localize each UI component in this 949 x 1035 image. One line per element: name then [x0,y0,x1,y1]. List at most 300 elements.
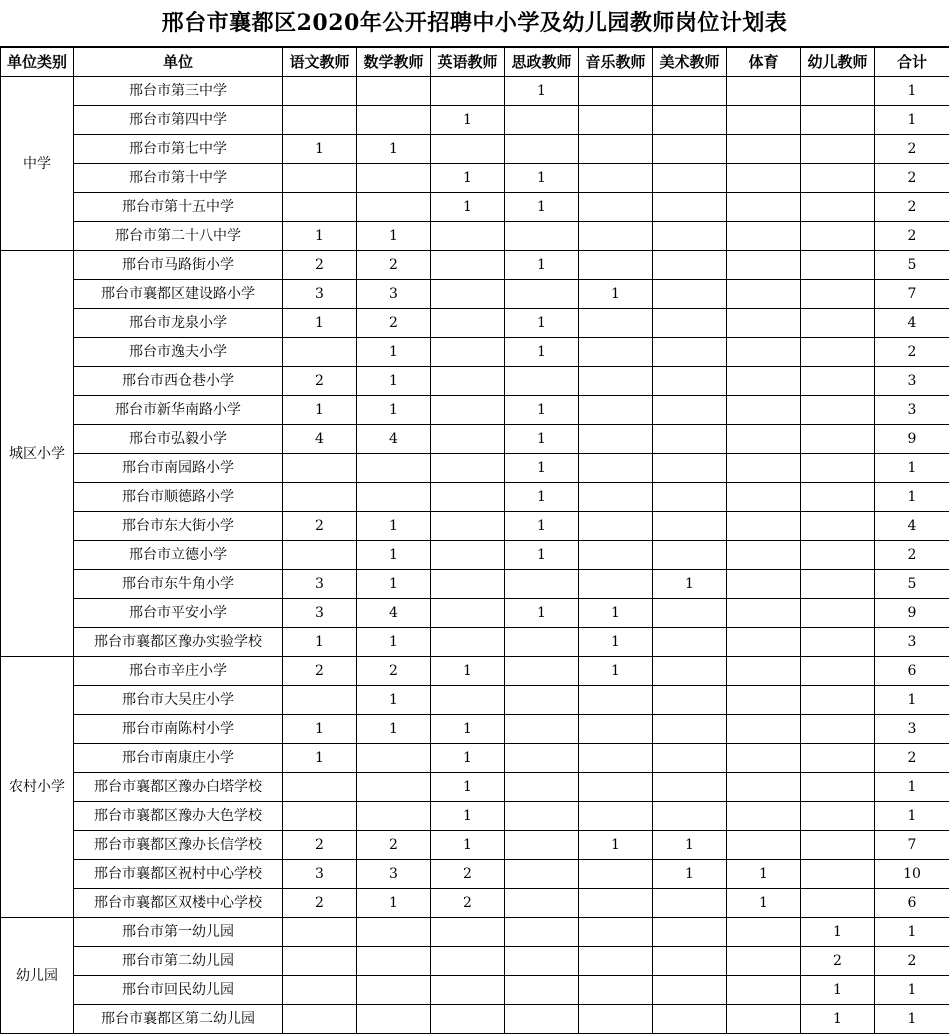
total-cell: 1 [875,802,949,831]
count-cell [357,802,431,831]
table-row [1,831,949,860]
count-cell [727,106,801,135]
total-cell: 5 [875,251,949,280]
total-cell: 10 [875,860,949,889]
unit-cell: 邢台市南康庄小学 [74,744,283,773]
total-cell: 3 [875,367,949,396]
count-cell: 1 [579,599,653,628]
count-cell [801,744,875,773]
count-cell [653,106,727,135]
count-cell [579,135,653,164]
count-cell [431,541,505,570]
header-cell: 合计 [875,48,949,77]
unit-cell: 邢台市第十中学 [74,164,283,193]
count-cell: 1 [727,860,801,889]
count-cell [505,773,579,802]
count-cell: 4 [357,425,431,454]
count-cell: 3 [283,280,357,309]
unit-cell: 邢台市立德小学 [74,541,283,570]
count-cell [727,425,801,454]
table-row [1,802,949,831]
count-cell [653,367,727,396]
count-cell [431,396,505,425]
total-cell: 1 [875,686,949,715]
count-cell [801,628,875,657]
table-row [1,889,949,918]
count-cell: 1 [431,106,505,135]
header-cell: 数学教师 [357,48,431,77]
unit-cell: 邢台市南陈村小学 [74,715,283,744]
unit-cell: 邢台市大吴庄小学 [74,686,283,715]
table-row [1,628,949,657]
count-cell: 1 [505,309,579,338]
count-cell [801,889,875,918]
count-cell [801,686,875,715]
count-cell [653,744,727,773]
unit-cell: 邢台市第二十八中学 [74,222,283,251]
count-cell: 1 [801,1005,875,1034]
count-cell: 1 [357,541,431,570]
count-cell [505,918,579,947]
count-cell [801,367,875,396]
count-cell [801,599,875,628]
count-cell: 2 [283,512,357,541]
total-cell: 9 [875,425,949,454]
count-cell: 1 [801,918,875,947]
total-cell: 1 [875,918,949,947]
count-cell: 1 [505,338,579,367]
count-cell: 1 [431,657,505,686]
count-cell: 1 [505,454,579,483]
count-cell: 2 [357,309,431,338]
count-cell [727,831,801,860]
count-cell [727,367,801,396]
count-cell [283,976,357,1005]
count-cell [357,454,431,483]
total-cell: 2 [875,222,949,251]
count-cell: 1 [283,628,357,657]
count-cell [283,338,357,367]
count-cell: 1 [579,657,653,686]
total-cell: 7 [875,831,949,860]
unit-cell: 邢台市东大街小学 [74,512,283,541]
total-cell: 1 [875,483,949,512]
count-cell [653,802,727,831]
count-cell: 1 [579,628,653,657]
category-cell: 农村小学 [1,657,74,918]
count-cell [357,918,431,947]
count-cell: 1 [505,483,579,512]
count-cell [801,251,875,280]
count-cell [801,396,875,425]
count-cell [653,396,727,425]
unit-cell: 邢台市马路街小学 [74,251,283,280]
total-cell: 5 [875,570,949,599]
count-cell [579,686,653,715]
count-cell [579,396,653,425]
count-cell [727,628,801,657]
count-cell: 2 [357,251,431,280]
count-cell [727,570,801,599]
unit-cell: 邢台市第四中学 [74,106,283,135]
total-cell: 1 [875,773,949,802]
count-cell [505,947,579,976]
count-cell [579,715,653,744]
count-cell: 1 [579,831,653,860]
table-row [1,976,949,1005]
table-row [1,396,949,425]
header-cell: 美术教师 [653,48,727,77]
total-cell: 1 [875,976,949,1005]
count-cell [727,222,801,251]
count-cell: 2 [283,831,357,860]
header-cell: 体育 [727,48,801,77]
count-cell: 1 [283,135,357,164]
header-cell: 单位类别 [1,48,74,77]
count-cell [727,454,801,483]
unit-cell: 邢台市第一幼儿园 [74,918,283,947]
count-cell [505,744,579,773]
count-cell [505,976,579,1005]
table-row [1,280,949,309]
count-cell [505,831,579,860]
count-cell [727,947,801,976]
count-cell [431,222,505,251]
count-cell [727,541,801,570]
count-cell [579,976,653,1005]
count-cell [727,715,801,744]
count-cell [579,570,653,599]
count-cell: 2 [283,657,357,686]
count-cell [727,773,801,802]
total-cell: 1 [875,77,949,106]
count-cell [653,686,727,715]
count-cell [653,425,727,454]
count-cell [357,773,431,802]
count-cell [727,744,801,773]
count-cell [801,773,875,802]
header-cell: 音乐教师 [579,48,653,77]
count-cell [283,106,357,135]
total-cell: 6 [875,657,949,686]
count-cell [283,1005,357,1034]
count-cell [357,77,431,106]
count-cell [727,338,801,367]
count-cell [801,338,875,367]
count-cell [653,251,727,280]
count-cell [431,947,505,976]
count-cell [653,135,727,164]
table-row [1,570,949,599]
count-cell [653,918,727,947]
unit-cell: 邢台市辛庄小学 [74,657,283,686]
count-cell [727,135,801,164]
total-cell: 2 [875,164,949,193]
count-cell: 4 [283,425,357,454]
count-cell [801,222,875,251]
count-cell [727,396,801,425]
count-cell [579,309,653,338]
count-cell [283,483,357,512]
unit-cell: 邢台市襄都区祝村中心学校 [74,860,283,889]
count-cell: 2 [431,889,505,918]
count-cell [727,193,801,222]
count-cell [283,193,357,222]
total-cell: 2 [875,193,949,222]
total-cell: 9 [875,599,949,628]
count-cell [727,657,801,686]
table-row [1,309,949,338]
table-row [1,918,949,947]
count-cell: 1 [653,860,727,889]
count-cell [653,483,727,512]
count-cell [431,918,505,947]
count-cell [801,454,875,483]
count-cell [357,193,431,222]
unit-cell: 邢台市平安小学 [74,599,283,628]
total-cell: 1 [875,454,949,483]
count-cell [653,77,727,106]
unit-cell: 邢台市第二幼儿园 [74,947,283,976]
count-cell [431,686,505,715]
unit-cell: 邢台市襄都区第二幼儿园 [74,1005,283,1034]
count-cell [505,106,579,135]
count-cell [801,860,875,889]
count-cell [283,541,357,570]
table-row [1,744,949,773]
count-cell [579,193,653,222]
count-cell: 3 [357,280,431,309]
header-cell: 思政教师 [505,48,579,77]
count-cell [653,657,727,686]
count-cell: 1 [357,367,431,396]
table-body [1,77,949,1034]
total-cell: 3 [875,715,949,744]
count-cell: 1 [505,164,579,193]
count-cell: 1 [357,889,431,918]
count-cell [727,280,801,309]
count-cell: 1 [357,715,431,744]
count-cell [653,599,727,628]
count-cell: 1 [505,77,579,106]
table-row [1,773,949,802]
count-cell [357,164,431,193]
unit-cell: 邢台市新华南路小学 [74,396,283,425]
table-row [1,541,949,570]
count-cell [357,483,431,512]
count-cell [579,918,653,947]
count-cell: 1 [505,396,579,425]
count-cell [727,686,801,715]
unit-cell: 邢台市襄都区建设路小学 [74,280,283,309]
unit-cell: 邢台市逸夫小学 [74,338,283,367]
total-cell: 2 [875,947,949,976]
total-cell: 3 [875,396,949,425]
count-cell [579,454,653,483]
table-row [1,715,949,744]
count-cell [801,106,875,135]
recruitment-table [0,47,949,1034]
count-cell [431,367,505,396]
count-cell [505,570,579,599]
count-cell [653,280,727,309]
count-cell [653,715,727,744]
count-cell [431,280,505,309]
count-cell: 2 [357,657,431,686]
count-cell [653,512,727,541]
total-cell: 2 [875,338,949,367]
unit-cell: 邢台市回民幼儿园 [74,976,283,1005]
count-cell [505,135,579,164]
count-cell [653,947,727,976]
table-row [1,367,949,396]
table-row [1,686,949,715]
header-cell: 语文教师 [283,48,357,77]
count-cell [653,773,727,802]
count-cell: 1 [283,309,357,338]
count-cell [801,831,875,860]
table-row [1,947,949,976]
total-cell: 1 [875,1005,949,1034]
count-cell [505,889,579,918]
unit-cell: 邢台市第三中学 [74,77,283,106]
count-cell [801,483,875,512]
count-cell: 1 [653,831,727,860]
count-cell [579,367,653,396]
unit-cell: 邢台市龙泉小学 [74,309,283,338]
count-cell [357,1005,431,1034]
table-row [1,483,949,512]
count-cell [431,338,505,367]
count-cell [727,77,801,106]
unit-cell: 邢台市东牛角小学 [74,570,283,599]
count-cell [801,77,875,106]
count-cell [801,164,875,193]
unit-cell: 邢台市襄都区豫办长信学校 [74,831,283,860]
unit-cell: 邢台市第七中学 [74,135,283,164]
count-cell: 1 [357,338,431,367]
count-cell: 1 [505,599,579,628]
count-cell: 1 [431,164,505,193]
total-cell: 4 [875,309,949,338]
count-cell [727,483,801,512]
count-cell: 1 [357,135,431,164]
unit-cell: 邢台市襄都区豫办白塔学校 [74,773,283,802]
count-cell: 2 [801,947,875,976]
count-cell [431,425,505,454]
table-row [1,77,949,106]
count-cell: 3 [283,570,357,599]
count-cell [431,599,505,628]
count-cell [431,1005,505,1034]
count-cell [727,976,801,1005]
count-cell: 1 [727,889,801,918]
count-cell [727,599,801,628]
count-cell [579,77,653,106]
count-cell [579,512,653,541]
count-cell [727,918,801,947]
count-cell [283,77,357,106]
category-cell: 城区小学 [1,251,74,657]
count-cell [579,222,653,251]
count-cell: 2 [283,367,357,396]
count-cell: 1 [653,570,727,599]
category-cell: 中学 [1,77,74,251]
count-cell [579,1005,653,1034]
table-row [1,454,949,483]
total-cell: 2 [875,744,949,773]
count-cell [653,1005,727,1034]
header-cell: 幼儿教师 [801,48,875,77]
count-cell: 1 [505,193,579,222]
count-cell [357,947,431,976]
count-cell: 3 [283,860,357,889]
count-cell [653,222,727,251]
count-cell [801,309,875,338]
count-cell: 1 [283,744,357,773]
count-cell [431,77,505,106]
unit-cell: 邢台市襄都区双楼中心学校 [74,889,283,918]
count-cell [801,512,875,541]
total-cell: 4 [875,512,949,541]
count-cell [653,628,727,657]
total-cell: 6 [875,889,949,918]
count-cell [505,715,579,744]
table-row [1,251,949,280]
count-cell [801,657,875,686]
count-cell [505,222,579,251]
count-cell [653,164,727,193]
count-cell: 1 [357,396,431,425]
count-cell: 2 [357,831,431,860]
count-cell [727,512,801,541]
count-cell [505,657,579,686]
unit-cell: 邢台市第十五中学 [74,193,283,222]
count-cell [653,454,727,483]
count-cell [505,860,579,889]
count-cell [505,686,579,715]
count-cell: 1 [431,715,505,744]
count-cell: 1 [505,512,579,541]
count-cell [727,309,801,338]
unit-cell: 邢台市襄都区豫办实验学校 [74,628,283,657]
count-cell [505,367,579,396]
count-cell [579,860,653,889]
total-cell: 3 [875,628,949,657]
count-cell [431,570,505,599]
count-cell [727,251,801,280]
table-row [1,860,949,889]
count-cell [579,889,653,918]
count-cell [801,541,875,570]
table-row [1,512,949,541]
count-cell: 1 [505,251,579,280]
count-cell [579,744,653,773]
table-row [1,135,949,164]
count-cell: 1 [283,222,357,251]
count-cell [431,628,505,657]
count-cell: 1 [431,773,505,802]
count-cell [431,483,505,512]
table-row [1,1005,949,1034]
count-cell: 1 [357,628,431,657]
table-row [1,164,949,193]
count-cell [431,251,505,280]
count-cell: 3 [283,599,357,628]
count-cell [431,309,505,338]
count-cell [801,802,875,831]
count-cell [579,541,653,570]
